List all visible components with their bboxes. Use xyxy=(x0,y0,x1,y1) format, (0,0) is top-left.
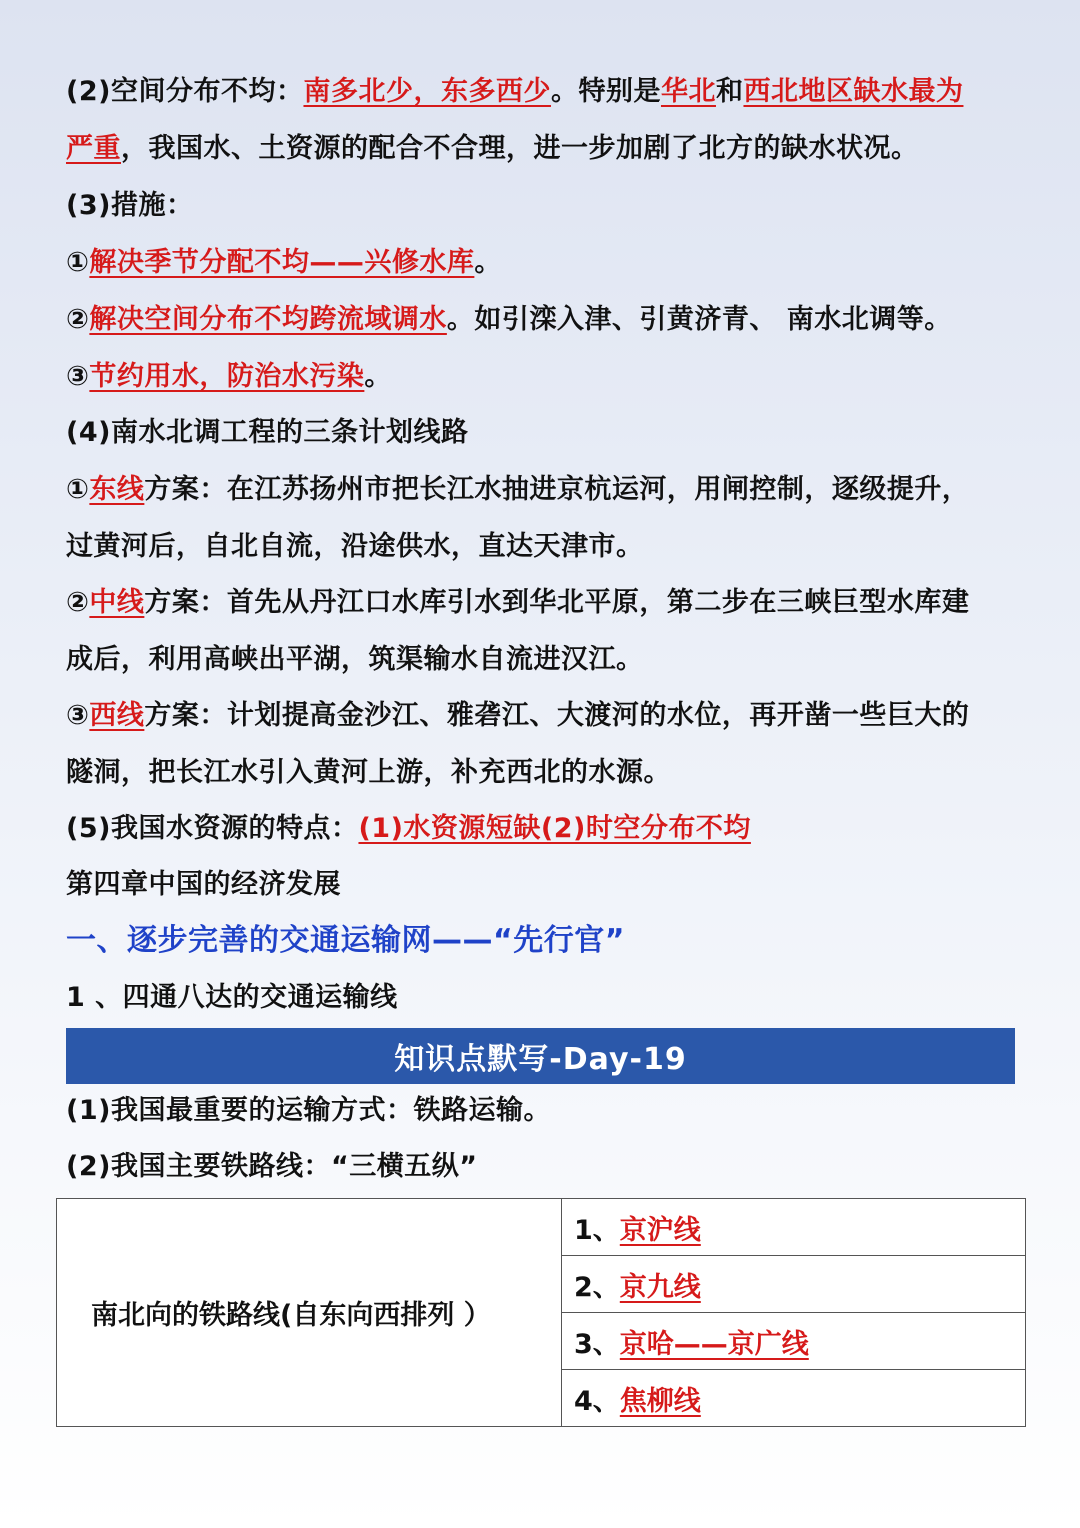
railway-name: 京沪线 xyxy=(619,1214,701,1246)
row-number: 2、 xyxy=(574,1271,620,1303)
item-number: ③ xyxy=(66,700,90,731)
row-number: 1、 xyxy=(574,1214,620,1246)
west-route-line-1 xyxy=(66,696,969,736)
item-number: ① xyxy=(66,474,90,505)
para-text: 方案：首先从丹江口水库引水到华北平原，第二步在三峡巨型水库建 xyxy=(144,587,970,618)
item-number: ② xyxy=(66,304,90,335)
table-row xyxy=(57,1199,1026,1256)
middle-route-line-2: 成后，利用高峡出平湖，筑渠输水自流进汉江。 xyxy=(66,644,644,675)
para-text: 。如引滦入津、引黄济青、 南水北调等。 xyxy=(446,304,952,335)
fact-line-2: (2)我国主要铁路线：“三横五纵” xyxy=(66,1151,478,1182)
para-text: 方案：计划提高金沙江、雅砻江、大渡河的水位，再开凿一些巨大的 xyxy=(144,700,970,731)
para-4-title: (4)南水北调工程的三条计划线路 xyxy=(66,417,469,448)
day-banner: 知识点默写-Day-19 xyxy=(66,1028,1015,1084)
railway-cell xyxy=(562,1256,1026,1313)
item-number: ② xyxy=(66,587,90,618)
section-heading: 一、逐步完善的交通运输网——“先行官” xyxy=(66,923,625,958)
para-2-line-2 xyxy=(66,129,919,169)
chapter-title: 第四章中国的经济发展 xyxy=(66,869,341,900)
direction-label-cell: 南北向的铁路线(自东向西排列 ） xyxy=(57,1199,562,1427)
answer-highlight: 南多北少，东多西少 xyxy=(303,76,551,107)
para-text: 方案：在江苏扬州市把长江水抽进京杭运河，用闸控制，逐级提升， xyxy=(144,474,970,505)
east-route-line-1 xyxy=(66,470,969,510)
para-text: 和 xyxy=(715,76,744,107)
railway-name: 京九线 xyxy=(619,1271,701,1303)
middle-route-line-1 xyxy=(66,583,969,623)
fact-line-1: (1)我国最重要的运输方式：铁路运输。 xyxy=(66,1095,551,1126)
measure-1 xyxy=(66,243,502,283)
row-number: 3、 xyxy=(574,1328,620,1360)
para-text: 。 xyxy=(364,361,392,392)
east-route-line-2: 过黄河后，自北自流，沿途供水，直达天津市。 xyxy=(66,531,644,562)
railway-cell xyxy=(562,1370,1026,1427)
railway-cell xyxy=(562,1313,1026,1370)
answer-highlight: 节约用水，防治水污染 xyxy=(89,361,365,392)
answer-highlight: 解决季节分配不均——兴修水库 xyxy=(89,247,475,278)
answer-highlight: (1)水资源短缺(2)时空分布不均 xyxy=(358,813,751,844)
para-text: 。特别是 xyxy=(550,76,661,107)
railway-cell xyxy=(562,1199,1026,1256)
measure-3 xyxy=(66,357,392,397)
para-5 xyxy=(66,809,751,849)
answer-highlight: 严重 xyxy=(66,133,121,164)
para-text: (5)我国水资源的特点： xyxy=(66,813,359,844)
para-2-label: (2)空间分布不均： xyxy=(66,76,304,107)
para-2-line-1 xyxy=(66,72,963,112)
para-3-title: (3)措施： xyxy=(66,190,194,221)
answer-highlight: 西北地区缺水最为 xyxy=(743,76,964,107)
answer-highlight: 解决空间分布不均跨流域调水 xyxy=(89,304,447,335)
para-text: ，我国水、土资源的配合不合理，进一步加剧了北方的缺水状况。 xyxy=(121,133,919,164)
row-number: 4、 xyxy=(574,1385,620,1417)
answer-highlight: 东线 xyxy=(89,474,145,505)
railway-name: 焦柳线 xyxy=(619,1385,701,1417)
para-text: 。 xyxy=(474,247,502,278)
answer-highlight: 中线 xyxy=(89,587,145,618)
subsection-title: 1 、四通八达的交通运输线 xyxy=(66,982,398,1013)
railway-table xyxy=(56,1198,1026,1427)
measure-2 xyxy=(66,300,952,340)
answer-highlight: 华北 xyxy=(660,76,716,107)
item-number: ③ xyxy=(66,361,90,392)
west-route-line-2: 隧洞，把长江水引入黄河上游，补充西北的水源。 xyxy=(66,757,671,788)
railway-name: 京哈——京广线 xyxy=(619,1328,809,1360)
answer-highlight: 西线 xyxy=(89,700,145,731)
item-number: ① xyxy=(66,247,90,278)
